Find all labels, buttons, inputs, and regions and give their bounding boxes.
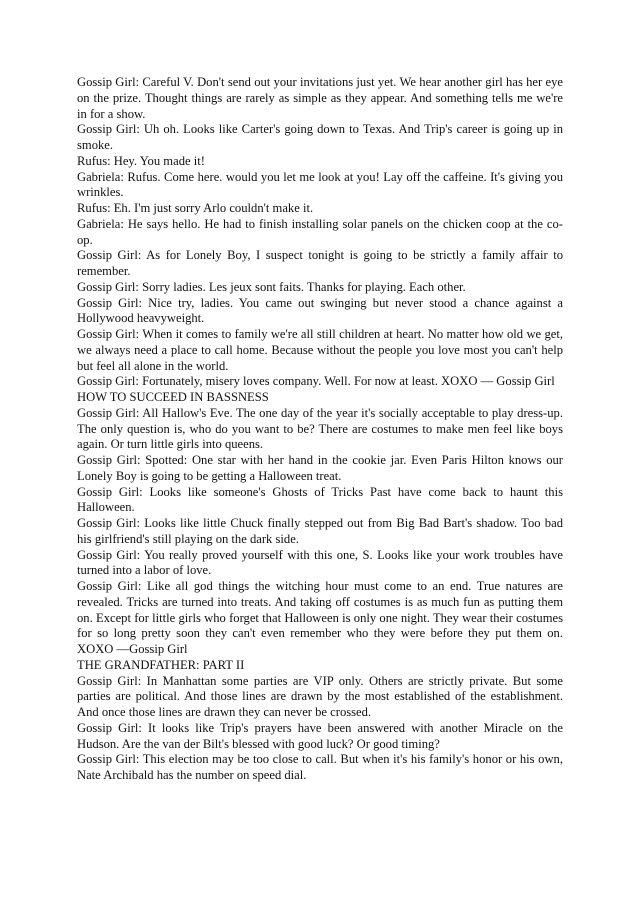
- paragraph: Rufus: Eh. I'm just sorry Arlo couldn't make it.: [77, 201, 314, 215]
- paragraph: Gossip Girl: All Hallow's Eve. The one day of the year it's socially acceptable to play dress-up. The only question is, who do you want to be? There are costumes to make men feel like boys again. Or turn little girls into queens.: [77, 405, 563, 452]
- paragraph: Gossip Girl: Looks like little Chuck finally stepped out from Big Bad Bart's shadow. Too bad his girlfriend's still playing on the dark side.: [77, 516, 563, 546]
- paragraph: Gossip Girl: It looks like Trip's prayers have been answered with another Miracle on the Hudson. Are the van der Bilt's blessed with good luck? Or good timing?: [77, 720, 563, 751]
- paragraph: Gossip Girl: When it comes to family we're all still children at heart. No matter how old we get, we always need a place to call home. Because without the people you love most you can't help but feel all alone in the world.: [77, 327, 563, 373]
- paragraph: Gossip Girl: This election may be too close to call. But when it's his family's honor or his own, Nate Archibald has the number on speed dial.: [77, 752, 563, 782]
- paragraph: Gabriela: He says hello. He had to finish installing solar panels on the chicken coop at the co-op.: [77, 216, 563, 247]
- paragraph: Gossip Girl: Spotted: One star with her hand in the cookie jar. Even Paris Hilton knows our Lonely Boy is going to be getting a Halloween treat.: [77, 453, 563, 483]
- paragraph: Gossip Girl: You really proved yourself with this one, S. Looks like your work troubles have turned into a labor of love.: [77, 547, 563, 578]
- paragraph: Gossip Girl: Careful V. Don't send out your invitations just yet. We hear another girl has her eye on the prize. Thought things are rarely as simple as they appear. And something tells me we're in for a show.: [77, 75, 563, 121]
- episode-heading: HOW TO SUCCEED IN BASSNESS: [77, 390, 269, 404]
- paragraph: Gossip Girl: Fortunately, misery loves company. Well. For now at least. XOXO — Gossip Girl: [77, 374, 555, 389]
- paragraph: Gossip Girl: Nice try, ladies. You came out swinging but never stood a chance against a Hollywood heavyweight.: [77, 295, 563, 326]
- paragraph: Gossip Girl: In Manhattan some parties are VIP only. Others are strictly private. But some parties are political. And those lines are drawn by the most established of the establishment. And once those lines are drawn they can never be crossed.: [77, 673, 563, 719]
- document-body: [77, 75, 563, 784]
- paragraph: Gossip Girl: Sorry ladies. Les jeux sont faits. Thanks for playing. Each other.: [77, 279, 466, 294]
- paragraph: Gossip Girl: As for Lonely Boy, I suspect tonight is going to be strictly a family affair to remember.: [77, 248, 563, 278]
- paragraph: Gossip Girl: Like all god things the witching hour must come to an end. True natures are revealed. Tricks are turned into treats. And taking off costumes is as much fun as putting them on. Except for little girls who forget that Halloween is only one night. They wear their costumes for so long pretty soon they can't even remember who they were before they put them on. XOXO —Gossip Girl: [77, 579, 563, 656]
- paragraph: Gossip Girl: Looks like someone's Ghosts of Tricks Past have come back to haunt this Halloween.: [77, 484, 563, 515]
- paragraph: Gabriela: Rufus. Come here. would you let me look at you! Lay off the caffeine. It's giving you wrinkles.: [77, 169, 563, 200]
- paragraph: Rufus: Hey. You made it!: [77, 153, 205, 168]
- episode-heading: THE GRANDFATHER: PART II: [77, 657, 245, 672]
- paragraph: Gossip Girl: Uh oh. Looks like Carter's going down to Texas. And Trip's career is going up in smoke.: [77, 122, 563, 152]
